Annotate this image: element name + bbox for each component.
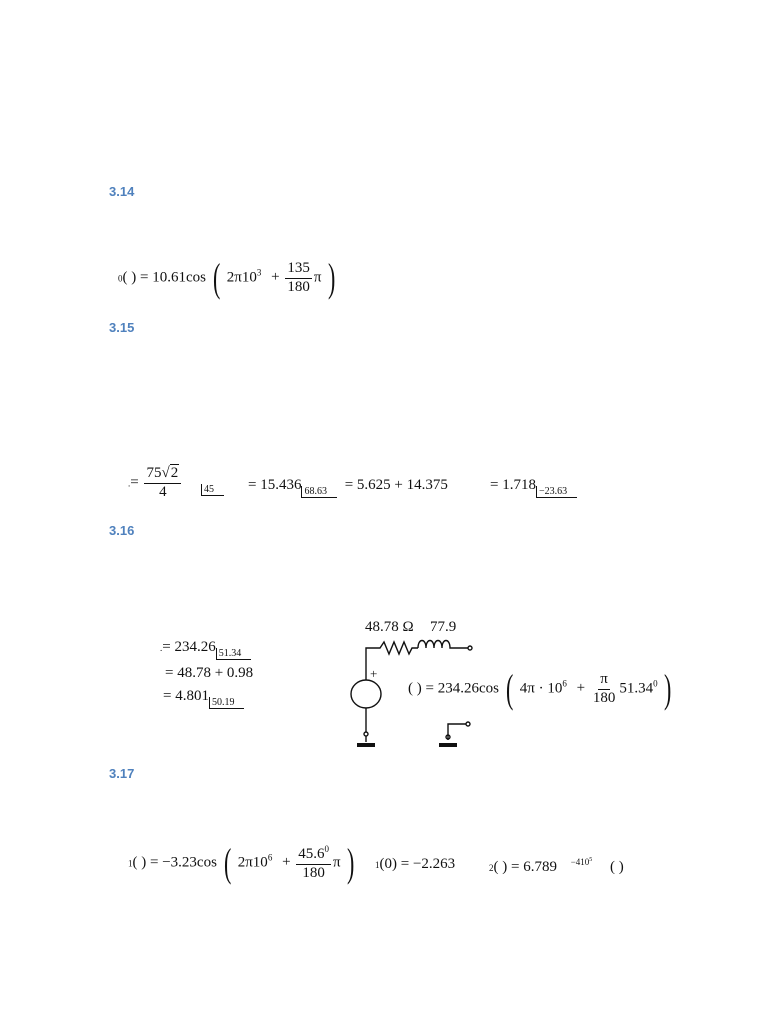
equation-3-14: [118, 255, 338, 300]
equation-3-17-b: [375, 857, 455, 872]
equation-3-16-b: = 48.78 + 0.98: [165, 665, 254, 681]
equation-3-17-c: [489, 857, 624, 875]
eq-pi: π: [313, 269, 322, 286]
inductor-icon: [418, 641, 468, 649]
resistor-label: 48.78 Ω: [365, 619, 414, 635]
equation-3-17-a: [128, 840, 358, 885]
eq-phase: 51.34: [619, 680, 654, 697]
eq-pi: π: [333, 854, 341, 871]
equation-3-15-b: [248, 478, 448, 498]
terminal-icon: [364, 732, 368, 736]
fraction-denominator: 180: [592, 689, 616, 706]
fraction-numerator: π: [598, 672, 610, 690]
eq-exponent: 6: [562, 678, 567, 689]
eq-fraction: [144, 466, 181, 501]
eq-magnitude: = 234.26: [162, 639, 216, 655]
eq-fraction: [591, 672, 618, 707]
eq-fraction: [296, 845, 331, 882]
eq-exponent: 3: [256, 267, 262, 278]
fraction-denominator: 180: [302, 864, 325, 881]
terminal-icon: [468, 646, 472, 650]
eq-magnitude: = 4.801: [163, 688, 209, 704]
numerator-value: 75: [146, 465, 162, 481]
eq-plus: +: [282, 854, 291, 871]
eq-arg: 2π10: [226, 269, 257, 286]
eq-arg: 2π10: [237, 854, 268, 871]
angle-symbol: 45: [201, 484, 224, 496]
equation-3-16-c: [163, 689, 244, 709]
angle-symbol: 51.34: [216, 648, 252, 660]
section-heading-3-17: 3.17: [109, 766, 135, 781]
eq-magnitude: = 15.436: [248, 477, 302, 493]
eq-tail: ( ): [610, 859, 624, 875]
eq-subscript: 0: [118, 273, 123, 284]
eq-equals: =: [130, 474, 139, 491]
eq-fraction: [285, 261, 312, 296]
eq-plus: +: [576, 680, 586, 697]
section-heading-3-14: 3.14: [109, 184, 135, 199]
sqrt-radicand: 2: [170, 465, 179, 481]
left-paren-icon: (: [505, 666, 514, 711]
left-paren-icon: (: [212, 255, 221, 300]
eq-value: ( ) = 6.789: [493, 859, 557, 875]
eq-arg: 4π · 10: [519, 680, 563, 697]
section-heading-3-15: 3.15: [109, 320, 135, 335]
right-paren-icon: ): [347, 840, 355, 885]
numerator-exponent: 0: [324, 843, 330, 854]
eq-exponent: 6: [267, 852, 273, 863]
section-heading-3-16: 3.16: [109, 523, 135, 538]
eq-lhs: ( ) = 10.61cos: [122, 269, 206, 286]
fraction-denominator: 180: [287, 278, 310, 295]
source-plus-sign: +: [370, 666, 378, 681]
eq-magnitude: = 1.718: [490, 477, 536, 493]
voltage-source-icon: [351, 680, 381, 708]
angle-symbol: 50.19: [209, 697, 245, 709]
terminal-icon: [466, 722, 470, 726]
eq-plus: +: [271, 269, 280, 286]
eq-phase-exponent: 0: [653, 678, 658, 689]
eq-dot: .: [128, 478, 131, 489]
fraction-numerator: 135: [285, 261, 312, 279]
inductor-label: 77.9: [430, 619, 457, 635]
fraction-denominator: 4: [159, 483, 167, 500]
equation-3-15-c: [490, 478, 577, 498]
right-paren-icon: ): [328, 255, 336, 300]
eq-dot: .: [160, 643, 163, 653]
exponent-power: 5: [589, 857, 593, 863]
fraction-numerator: [296, 845, 331, 865]
eq-lhs: ( ) = −3.23cos: [132, 854, 217, 871]
exponent-value: −410: [570, 857, 590, 867]
eq-subscript: 1: [375, 860, 380, 870]
equation-3-16-a: [160, 640, 251, 660]
eq-rectangular: = 5.625 + 14.375: [344, 477, 448, 493]
numerator-value: 45.6: [298, 845, 325, 862]
eq-exponent: [571, 857, 593, 867]
angle-symbol: −23.63: [536, 486, 577, 498]
eq-value: (0) = −2.263: [379, 856, 456, 872]
sqrt-icon: √: [161, 465, 170, 481]
left-paren-icon: (: [223, 840, 231, 885]
equation-3-16-source: [408, 666, 675, 711]
eq-subscript: 2: [489, 863, 494, 873]
angle-symbol: 68.63: [301, 486, 337, 498]
equation-3-15-a: [128, 466, 224, 501]
ground-icon: [357, 743, 375, 747]
eq-subscript: 1: [128, 858, 133, 869]
fraction-numerator: [144, 466, 181, 484]
eq-lhs: ( ) = 234.26cos: [408, 680, 499, 697]
right-paren-icon: ): [664, 666, 672, 711]
ground-icon: [439, 743, 457, 747]
